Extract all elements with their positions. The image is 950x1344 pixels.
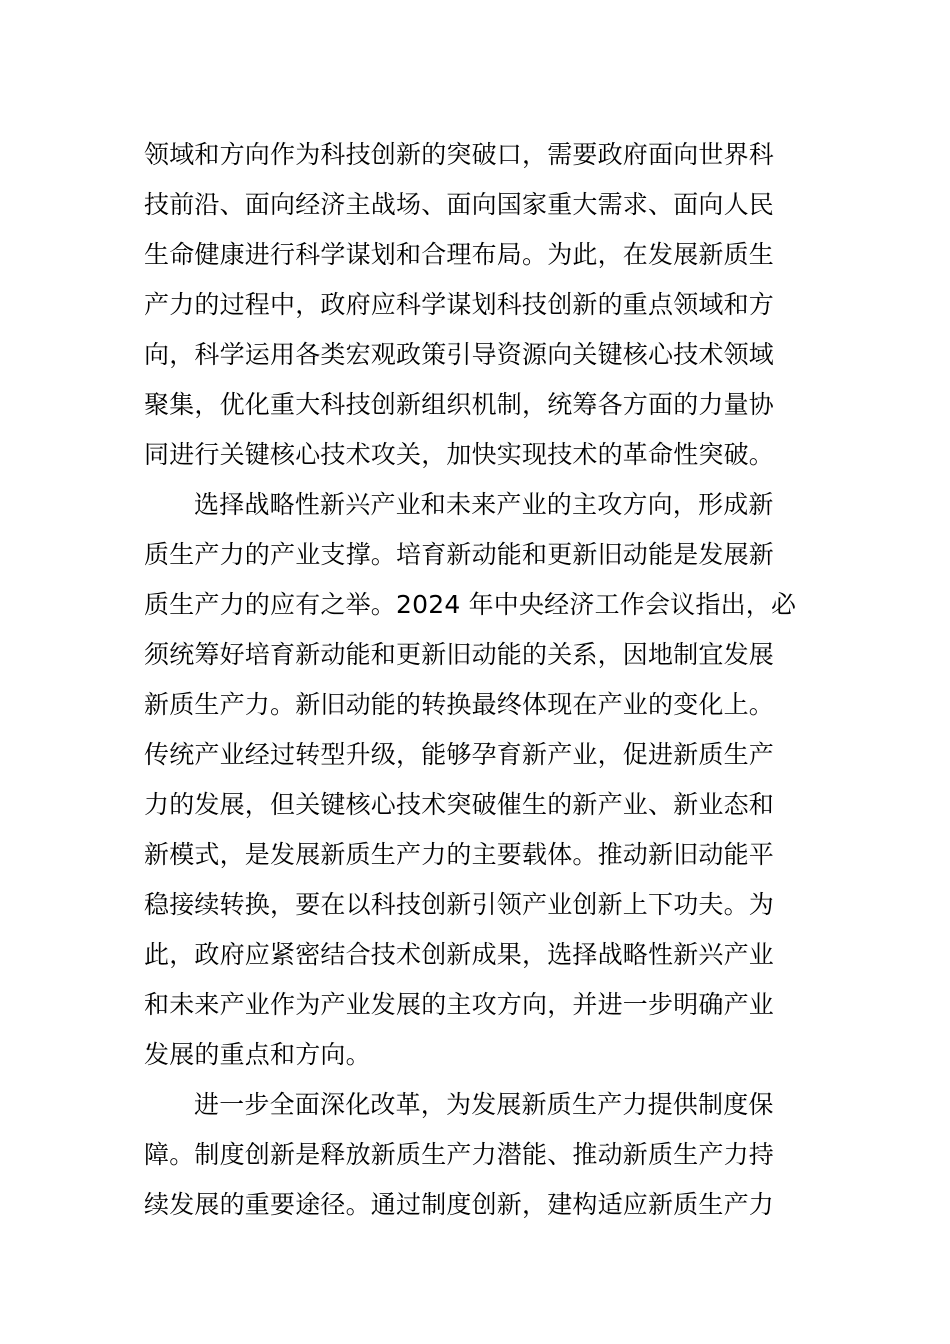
text-line: 障。制度创新是释放新质生产力潜能、推动新质生产力持 <box>144 1140 775 1169</box>
body-text <box>144 130 806 1230</box>
text-line: 向，科学运用各类宏观政策引导资源向关键核心技术领域 <box>144 340 775 369</box>
text-line: 和未来产业作为产业发展的主攻方向，并进一步明确产业 <box>144 990 775 1019</box>
text-line: 续发展的重要途径。通过制度创新，建构适应新质生产力 <box>144 1190 775 1219</box>
paragraph-first-line: 选择战略性新兴产业和未来产业的主攻方向，形成新 <box>194 490 774 519</box>
text-line: 聚集，优化重大科技创新组织机制，统筹各方面的力量协 <box>144 390 775 419</box>
text-line: 同进行关键核心技术攻关，加快实现技术的革命性突破。 <box>144 440 775 469</box>
text-line: 新质生产力。新旧动能的转换最终体现在产业的变化上。 <box>144 690 775 719</box>
text-line: 稳接续转换，要在以科技创新引领产业创新上下功夫。为 <box>144 890 775 919</box>
text-line: 产力的过程中，政府应科学谋划科技创新的重点领域和方 <box>144 290 775 319</box>
text-line: 须统筹好培育新动能和更新旧动能的关系，因地制宜发展 <box>144 640 775 669</box>
text-line: 技前沿、面向经济主战场、面向国家重大需求、面向人民 <box>144 190 775 219</box>
text-line: 生命健康进行科学谋划和合理布局。为此，在发展新质生 <box>144 240 775 269</box>
text-line: 力的发展，但关键核心技术突破催生的新产业、新业态和 <box>144 790 775 819</box>
text-line: 领域和方向作为科技创新的突破口，需要政府面向世界科 <box>144 140 775 169</box>
text-line: 质生产力的产业支撑。培育新动能和更新旧动能是发展新 <box>144 540 775 569</box>
text-line: 发展的重点和方向。 <box>144 1040 371 1069</box>
paragraph-first-line: 进一步全面深化改革，为发展新质生产力提供制度保 <box>194 1090 774 1119</box>
text-line: 传统产业经过转型升级，能够孕育新产业，促进新质生产 <box>144 740 775 769</box>
text-line: 此，政府应紧密结合技术创新成果，选择战略性新兴产业 <box>144 940 775 969</box>
text-line: 质生产力的应有之举。2024 年中央经济工作会议指出，必 <box>144 590 797 619</box>
text-line: 新模式，是发展新质生产力的主要载体。推动新旧动能平 <box>144 840 775 869</box>
